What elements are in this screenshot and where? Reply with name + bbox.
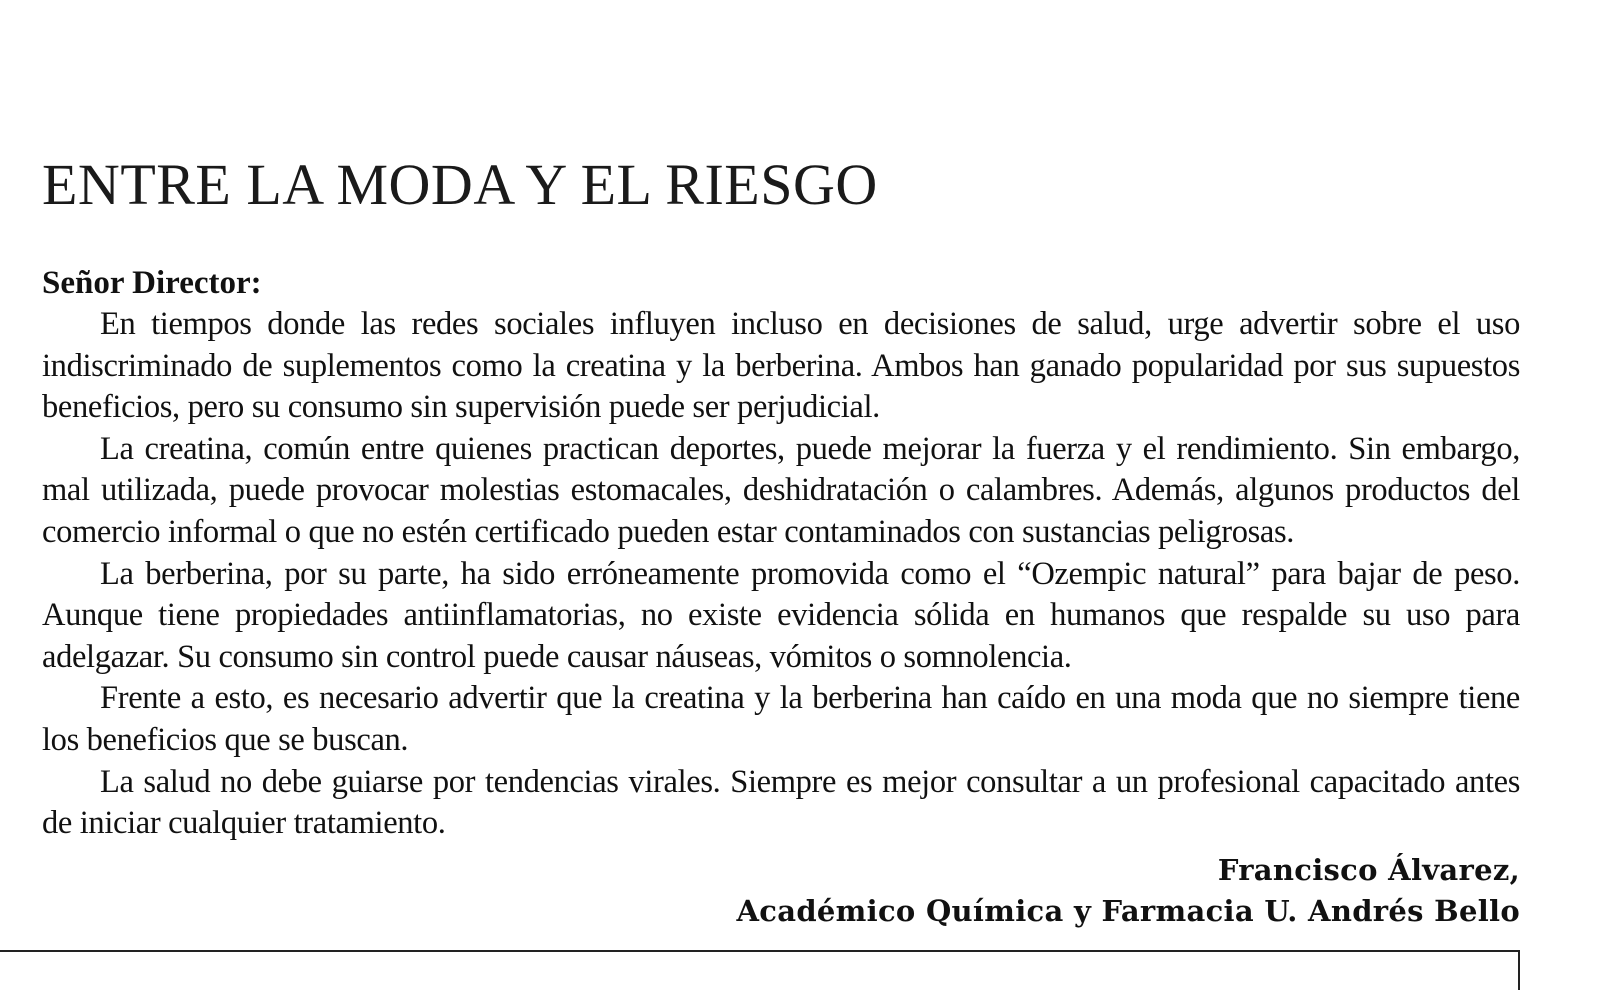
author-affiliation: Académico Química y Farmacia U. Andrés Bello (736, 893, 1520, 928)
letter-body (42, 304, 1520, 845)
bottom-border-rule (0, 950, 1520, 990)
author-name: Francisco Álvarez, (1217, 852, 1520, 887)
paragraph: La creatina, común entre quienes practican deportes, puede mejorar la fuerza y el rendimiento. Sin embargo, mal utilizada, puede provocar molestias estomacales, deshidratación o calambres. Además, algunos productos del comercio informal o que no estén certificado pueden estar contaminados con sustancias peligrosas. (42, 430, 1520, 550)
paragraph: Frente a esto, es necesario advertir que la creatina y la berberina han caído en una moda que no siempre tiene los beneficios que se buscan. (42, 680, 1520, 758)
salutation: Señor Director: (42, 265, 262, 301)
paragraph: En tiempos donde las redes sociales influyen incluso en decisiones de salud, urge advertir sobre el uso indiscriminado de suplementos como la creatina y la berberina. Ambos han ganado popularidad por sus supuestos beneficios, pero su consumo sin supervisión puede ser perjudicial. (42, 306, 1520, 426)
paragraph: La salud no debe guiarse por tendencias virales. Siempre es mejor consultar a un profesional capacitado antes de iniciar cualquier tratamiento. (42, 763, 1520, 842)
headline: ENTRE LA MODA Y EL RIESGO (42, 152, 878, 217)
letter-article (42, 150, 1520, 932)
paragraph: La berberina, por su parte, ha sido erróneamente promovida como el “Ozempic natural” para bajar de peso. Aunque tiene propiedades antiinflamatorias, no existe evidencia sólida en humanos que respalde su uso para adelgazar. Su consumo sin control puede causar náuseas, vómitos o somnolencia. (42, 555, 1520, 675)
signature-block (42, 850, 1520, 932)
